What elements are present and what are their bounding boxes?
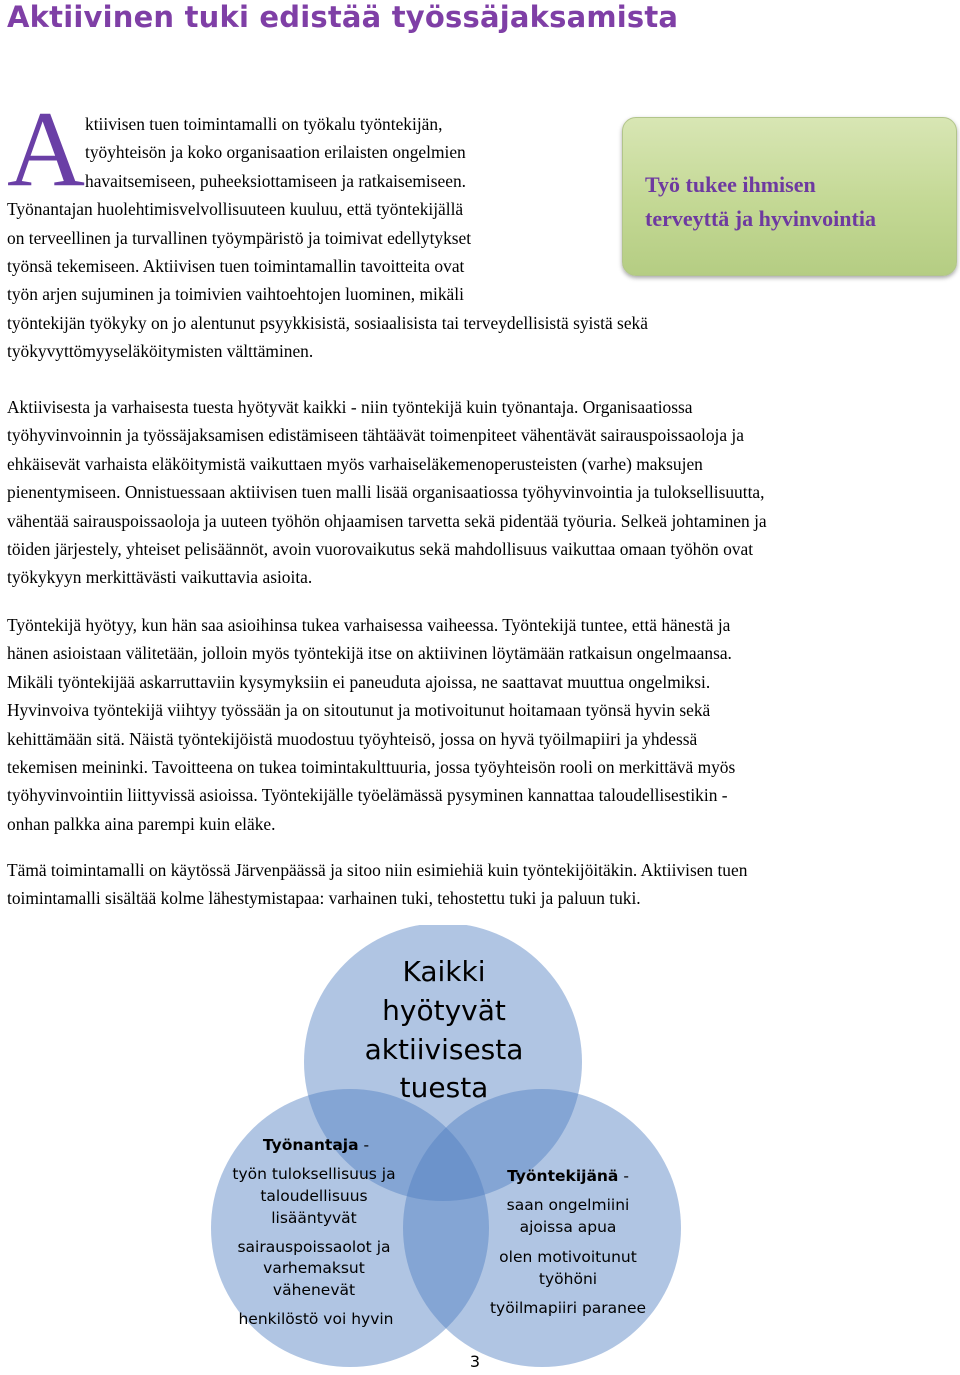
text-line: Hyvinvoiva työntekijä viihtyy työssään ja on sitoutunut ja motivoitunut hoitamaan työnsä hyvin sekä bbox=[7, 700, 711, 721]
callout-text bbox=[645, 168, 945, 236]
text-line: työkyvyttömyyseläköitymisten välttäminen. bbox=[7, 341, 314, 362]
venn-left-item: henkilöstö voi hyvin bbox=[238, 1310, 394, 1328]
venn-left-heading-dash: - bbox=[358, 1136, 370, 1154]
text-line: Mikäli työntekijää askarruttaviin kysymyksiin ei paneuduta ajoissa, ne saattavat muuttua ongelmiksi. bbox=[7, 671, 711, 692]
venn-left-item: työn tuloksellisuus ja bbox=[232, 1165, 396, 1183]
venn-left-heading bbox=[263, 1136, 369, 1154]
venn-left-item: lisääntyvät bbox=[271, 1209, 357, 1227]
text-line: pienentymiseen. Onnistuessaan aktiivisen tuen malli lisää organisaatiossa työhyvinvointia ja tuloksellisuutta, bbox=[7, 482, 765, 503]
venn-right-item: saan ongelmiini bbox=[506, 1196, 630, 1214]
text-line: Työntekijä hyötyy, kun hän saa asioihinsa tukea varhaisessa vaiheessa. Työntekijä tuntee, että hänestä ja bbox=[7, 615, 731, 635]
venn-left-item: varhemaksut bbox=[263, 1259, 365, 1277]
venn-right-heading-label: Työntekijänä bbox=[507, 1167, 619, 1185]
callout-line: terveyttä ja hyvinvointia bbox=[645, 206, 876, 231]
intro-paragraph bbox=[7, 110, 648, 366]
text-line: työhyvinvoinnin ja työssäjaksamisen edistämiseen tähtäävät toimenpiteet vähentävät sairauspoissaoloja ja bbox=[7, 425, 744, 446]
venn-top-text: Kaikki bbox=[402, 955, 486, 988]
venn-left-heading-label: Työnantaja bbox=[262, 1136, 359, 1154]
venn-right-item: työilmapiiri paranee bbox=[489, 1299, 647, 1317]
callout-box bbox=[622, 117, 957, 276]
text-line: työnsä tekemiseen. Aktiivisen tuen toimintamallin tavoitteita ovat bbox=[7, 256, 465, 277]
text-line: hänen asioistaan välitetään, jolloin myös työntekijä itse on aktiivinen löytämään ratkaisun ongelmaansa. bbox=[7, 643, 732, 664]
venn-diagram bbox=[190, 925, 710, 1375]
text-line: ktiivisen tuen toimintamalli on työkalu työntekijän, bbox=[85, 114, 443, 134]
venn-right-item: ajoissa apua bbox=[519, 1218, 617, 1236]
venn-top-text: hyötyvät bbox=[382, 994, 506, 1027]
venn-top-text: tuesta bbox=[399, 1071, 489, 1104]
text-line: työn arjen sujuminen ja toimivien vaihtoehtojen luominen, mikäli bbox=[7, 284, 464, 305]
venn-left-item: taloudellisuus bbox=[260, 1187, 368, 1205]
text-line: on terveellinen ja turvallinen työympäristö ja toimivat edellytykset bbox=[7, 227, 472, 248]
benefits-paragraph bbox=[7, 393, 767, 592]
employee-paragraph bbox=[7, 611, 735, 838]
text-line: ehkäisevät varhaista eläköitymistä vaikuttaen myös varhaiseläkemenoperusteisten (varhe) maksujen bbox=[7, 453, 703, 474]
text-line: toimintamalli sisältää kolme lähestymistapaa: varhainen tuki, tehostettu tuki ja paluun tuki. bbox=[7, 888, 641, 909]
text-line: Tämä toimintamalli on käytössä Järvenpäässä ja sitoo niin esimiehiä kuin työntekijöitäkin. Aktiivisen tuen bbox=[7, 860, 748, 880]
text-line: töiden järjestely, yhteiset pelisäännöt, avoin vuorovaikutus sekä mahdollisuus vaikuttaa omaan työhön ovat bbox=[7, 539, 754, 560]
text-line: kehittämään sitä. Näistä työntekijöistä muodostuu työyhteisö, jossa on hyvä työilmapiiri ja yhdessä bbox=[7, 728, 698, 749]
venn-right-item: työhöni bbox=[538, 1270, 598, 1288]
text-line: havaitsemiseen, puheeksiottamiseen ja ratkaisemiseen. bbox=[85, 170, 467, 191]
text-line: työhyvinvointiin liittyvissä asioissa. Työntekijälle työelämässä pysyminen kannattaa taloudellisestikin - bbox=[7, 785, 728, 806]
venn-left-item: vähenevät bbox=[272, 1281, 356, 1299]
venn-right-item: olen motivoitunut bbox=[499, 1248, 637, 1266]
page-title: Aktiivinen tuki edistää työssäjaksamista bbox=[7, 0, 679, 34]
text-line: onhan palkka aina parempi kuin eläke. bbox=[7, 813, 276, 834]
text-line: vähentää sairauspoissaoloja ja uuteen työhön ohjaamisen tarvetta sekä pidentää työuria. Selkeä johtaminen ja bbox=[7, 510, 767, 531]
text-line: Aktiivisesta ja varhaisesta tuesta hyötyvät kaikki - niin työntekijä kuin työnantaja. Organisaatiossa bbox=[7, 397, 693, 417]
text-line: työyhteisön ja koko organisaation erilaisten ongelmien bbox=[85, 142, 466, 163]
page-number: 3 bbox=[469, 1352, 481, 1371]
text-line: työkykyyn merkittävästi vaikuttavia asioita. bbox=[7, 567, 313, 588]
model-paragraph bbox=[7, 856, 747, 913]
venn-top-text: aktiivisesta bbox=[364, 1033, 524, 1066]
drop-cap: A bbox=[7, 90, 85, 209]
text-line: Työnantajan huolehtimisvelvollisuuteen kuuluu, että työntekijällä bbox=[7, 199, 464, 220]
venn-left-item: sairauspoissaolot ja bbox=[237, 1238, 391, 1256]
venn-right-heading bbox=[507, 1167, 629, 1185]
venn-right-heading-dash: - bbox=[618, 1167, 629, 1185]
text-line: tekemisen meininki. Tavoitteena on tukea toimintakulttuuria, jossa työyhteisön rooli on merkittävä myös bbox=[7, 757, 736, 778]
callout-line: Työ tukee ihmisen bbox=[645, 172, 816, 197]
text-line: työntekijän työkyky on jo alentunut psyykkisistä, sosiaalisista tai terveydellisistä syistä sekä bbox=[7, 312, 648, 333]
